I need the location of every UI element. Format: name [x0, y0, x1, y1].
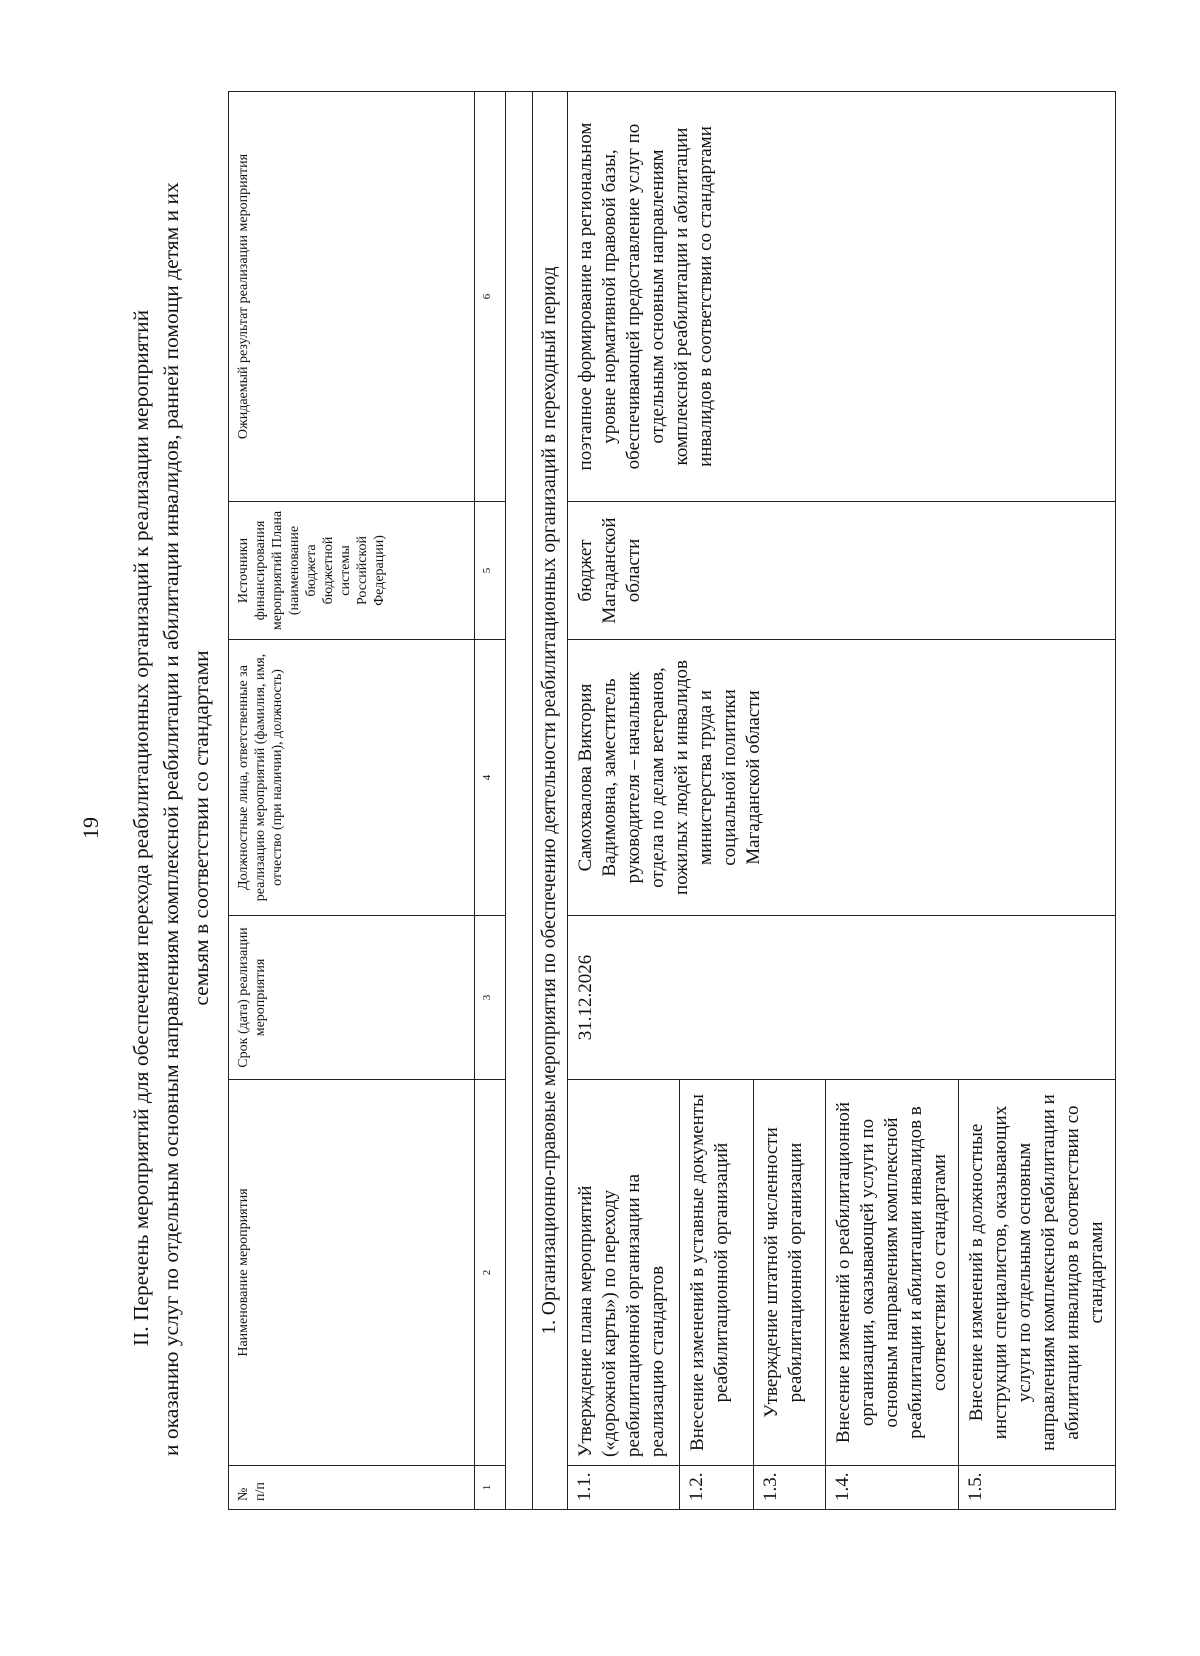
header-num: № п/п — [229, 1466, 475, 1510]
table-row — [568, 92, 680, 1510]
header-row — [229, 92, 475, 1510]
row-name: Утверждение плана мероприятий («дорожной карты») по переходу реабилитационной организации на реализацию стандартов — [568, 1080, 680, 1466]
header-result: Ожидаемый результат реализации мероприятия — [229, 92, 475, 502]
row-name: Утверждение штатной численности реабилитационной организации — [754, 1080, 826, 1466]
result-cell: поэтапное формирование на региональном уровне нормативной правовой базы, обеспечивающей предоставление услуг по отдельным основным направлениям комплексной реабилитации и абилитации инвалидов в соответствии со стандартами — [568, 92, 1116, 502]
column-number: 1 — [475, 1466, 506, 1510]
spacer-cell — [506, 92, 533, 1510]
funding-cell: бюджет Магаданской области — [568, 502, 1116, 640]
measures-table — [228, 91, 1116, 1510]
header-funding: Источники финансирования мероприятий Плана (наименование бюджета бюджетной системы Российской Федерации) — [229, 502, 475, 640]
column-number: 5 — [475, 502, 506, 640]
row-number: 1.1. — [568, 1466, 680, 1510]
row-number: 1.4. — [826, 1466, 959, 1510]
column-number-row — [475, 92, 506, 1510]
row-name: Внесение изменений в должностные инструкции специалистов, оказывающих услуги по отдельным основным направлениям комплексной реабилитации и абилитации инвалидов в соответствии со стандартами — [959, 1080, 1116, 1466]
column-number: 4 — [475, 640, 506, 916]
row-name: Внесение изменений о реабилитационной организации, оказывающей услуги по основным направлениям комплексной реабилитации и абилитации инвалидов в соответствии со стандартами — [826, 1080, 959, 1466]
row-name: Внесение изменений в уставные документы реабилитационной организаций — [680, 1080, 754, 1466]
column-number: 2 — [475, 1080, 506, 1466]
spacer-row — [506, 92, 533, 1510]
document-title — [126, 182, 216, 1456]
responsible-cell: Самохвалова Виктория Вадимовна, заместитель руководителя – начальник отдела по делам ветеранов, пожилых людей и инвалидов министерства труда и социальной политики Магаданской области — [568, 640, 1116, 916]
title-line: и оказанию услуг по отдельным основным направлениям комплексной реабилитации и абилитации инвалидов, ранней помощи детям и их — [159, 182, 183, 1456]
column-number: 3 — [475, 916, 506, 1080]
header-name: Наименование мероприятия — [229, 1080, 475, 1466]
title-line: семьям в соответствии со стандартами — [189, 650, 213, 1006]
section-row — [533, 92, 568, 1510]
section-title: 1. Организационно-правовые мероприятия по обеспечению деятельности реабилитационных организаций в переходный период — [533, 92, 568, 1510]
row-number: 1.2. — [680, 1466, 754, 1510]
header-deadline: Срок (дата) реализации мероприятия — [229, 916, 475, 1080]
page-number: 19 — [78, 817, 103, 839]
header-responsible: Должностные лица, ответственные за реализацию мероприятий (фамилия, имя, отчество (при наличии), должность) — [229, 640, 475, 916]
deadline-cell: 31.12.2026 — [568, 916, 1116, 1080]
column-number: 6 — [475, 92, 506, 502]
row-number: 1.3. — [754, 1466, 826, 1510]
title-line: II. Перечень мероприятий для обеспечения перехода реабилитационных организаций к реализации мероприятий — [129, 309, 153, 1347]
row-number: 1.5. — [959, 1466, 1116, 1510]
